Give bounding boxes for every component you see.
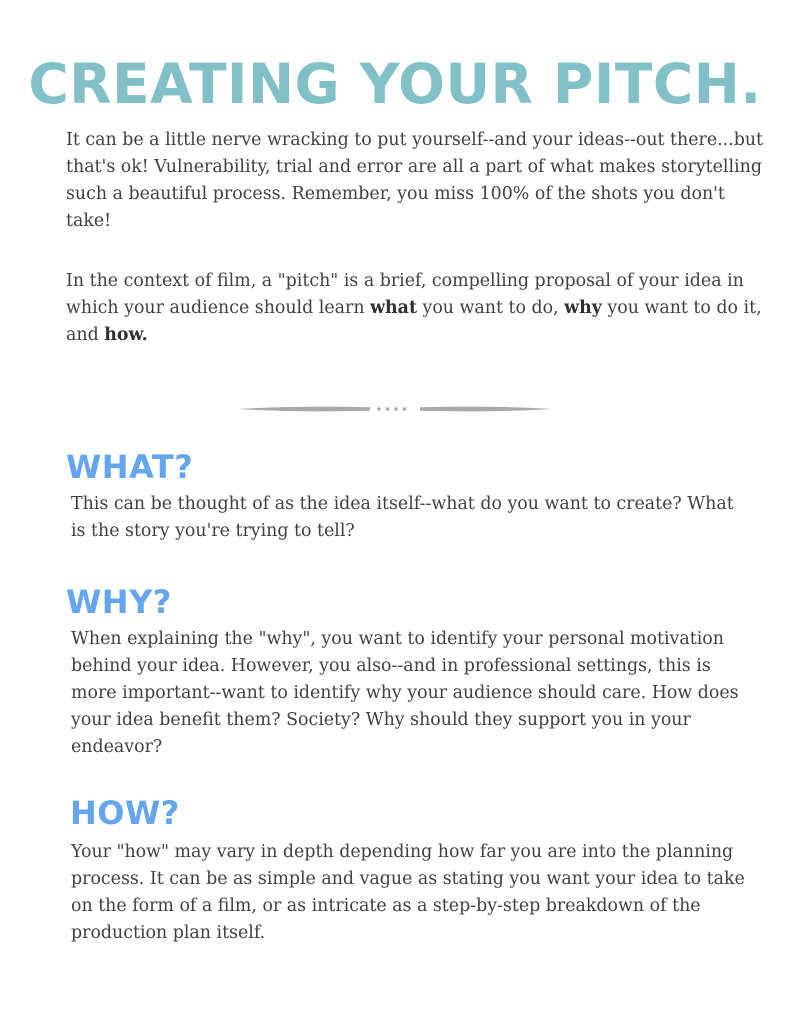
intro-paragraph-2-text-3: you want to do it, and <box>66 298 762 345</box>
decorative-divider <box>236 402 554 416</box>
divider-dot-3 <box>394 407 398 411</box>
divider-dot-1 <box>377 407 381 411</box>
how-body: Your "how" may vary in depth depending how far you are into the planning process. It can be as simple and vague as stating you want your idea to take on the form of a film, or as intricate as a step-by-step breakdown of the production plan itself. <box>71 842 745 943</box>
intro-bold-how: how. <box>104 325 148 345</box>
divider-dot-4 <box>403 407 407 411</box>
intro-bold-why: why <box>564 298 602 318</box>
divider-dot-2 <box>386 407 390 411</box>
how-heading: HOW? <box>70 794 180 832</box>
why-body: When explaining the "why", you want to identify your personal motivation behind your idea. However, you also--and in professional settings, this is more important--want to identify why your audience should care. How does your idea benefit them? Society? Why should they support you in your endeavor? <box>71 629 739 757</box>
divider-right-swoosh <box>420 407 552 412</box>
what-body: This can be thought of as the idea itself--what do you want to create? What is the story you're trying to tell? <box>71 494 734 541</box>
intro-paragraph-1: It can be a little nerve wracking to put yourself--and your ideas--out there...but that's ok! Vulnerability, trial and error are all a part of what makes storytelling such a beautiful process. Remember, you miss 100% of the shots you don't take! <box>66 130 764 231</box>
intro-paragraph-2-text-1: In the context of film, a "pitch" is a brief, compelling proposal of your idea in which your audience should learn <box>66 271 744 318</box>
what-heading: WHAT? <box>66 448 194 486</box>
intro-paragraph-2 <box>66 268 766 349</box>
divider-left-swoosh <box>238 407 370 412</box>
intro-paragraph-2-text-2: you want to do, <box>416 298 565 318</box>
page-title: CREATING YOUR PITCH. <box>28 52 762 116</box>
intro-bold-what: what <box>370 298 417 318</box>
why-heading: WHY? <box>66 583 172 621</box>
